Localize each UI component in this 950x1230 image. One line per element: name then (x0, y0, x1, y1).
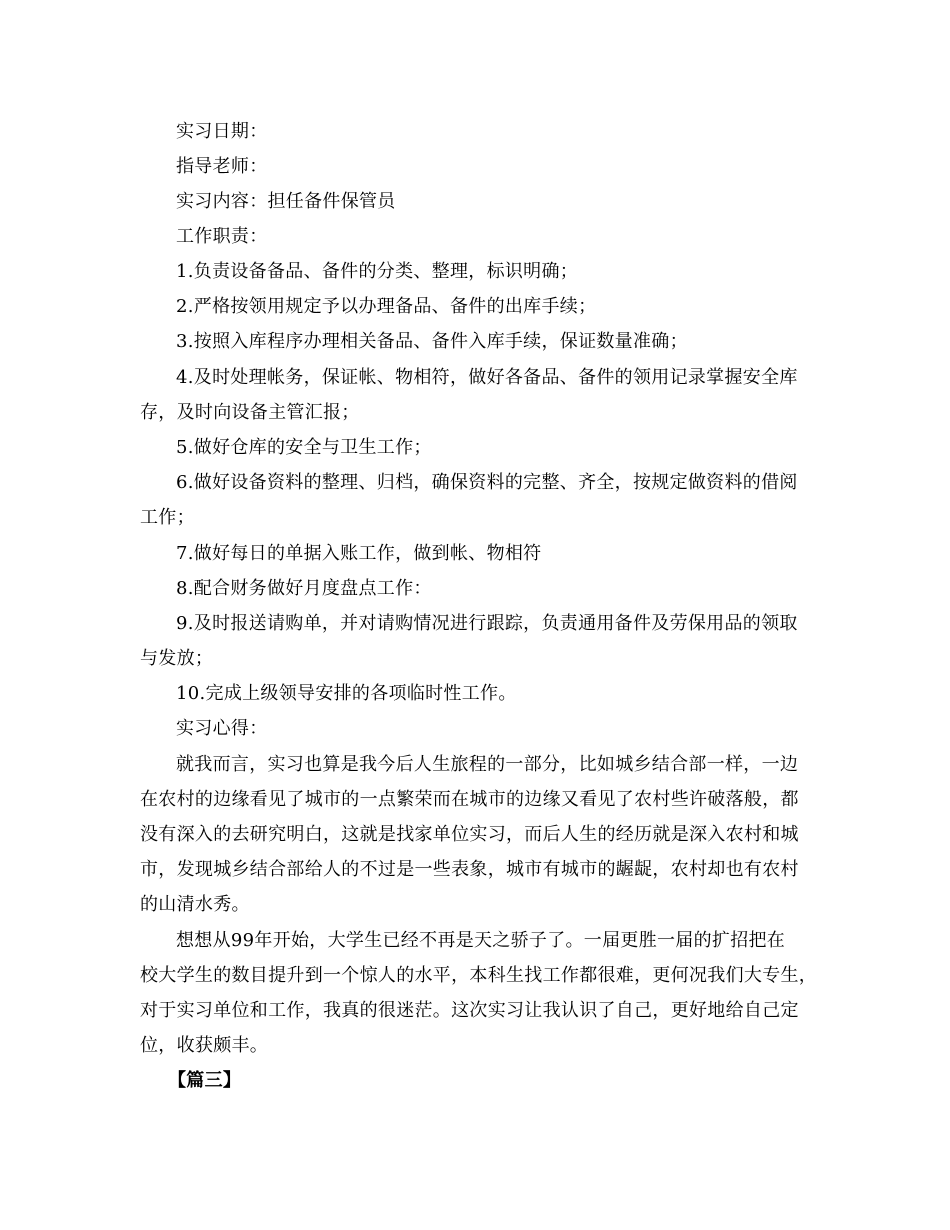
text-line-paragraph-2-cont: 位，收获颇丰。 (140, 1035, 269, 1056)
text-line-internship-content: 实习内容：担任备件保管员 (176, 191, 396, 212)
text-line-duty-1: 1.负责设备备品、备件的分类、整理，标识明确； (176, 261, 579, 282)
text-line-duty-4: 4.及时处理帐务，保证帐、物相符，做好各备品、备件的领用记录掌握安全库 (176, 367, 798, 388)
text-line-duty-5: 5.做好仓库的安全与卫生工作； (176, 437, 432, 458)
text-line-duty-2: 2.严格按领用规定予以办理备品、备件的出库手续； (176, 296, 597, 317)
text-line-duty-6-cont: 工作； (140, 507, 195, 528)
text-line-duties-heading: 工作职责： (176, 226, 268, 247)
text-line-paragraph-1-cont: 在农村的边缘看见了城市的一点繁荣而在城市的边缘又看见了农村些许破落般，都 (140, 789, 799, 810)
text-line-duty-6: 6.做好设备资料的整理、归档，确保资料的完整、齐全，按规定做资料的借阅 (176, 472, 798, 493)
text-line-internship-date: 实习日期： (176, 121, 268, 142)
text-line-duty-9-cont: 与发放； (140, 648, 214, 669)
text-line-duty-10: 10.完成上级领导安排的各项临时性工作。 (176, 683, 517, 704)
section-heading-part-three: 【篇三】 (168, 1070, 242, 1091)
text-line-duty-7: 7.做好每日的单据入账工作，做到帐、物相符 (176, 543, 542, 564)
text-line-duty-4-cont: 存，及时向设备主管汇报； (140, 402, 360, 423)
text-line-reflection-heading: 实习心得： (176, 718, 268, 739)
text-line-supervisor: 指导老师： (176, 156, 268, 177)
text-line-paragraph-2-cont: 对于实习单位和工作，我真的很迷茫。这次实习让我认识了自己，更好地给自己定 (140, 1000, 799, 1021)
text-line-paragraph-1-cont: 没有深入的去研究明白，这就是找家单位实习，而后人生的经历就是深入农村和城 (140, 824, 799, 845)
text-line-duty-9: 9.及时报送请购单，并对请购情况进行跟踪，负责通用备件及劳保用品的领取 (176, 613, 798, 634)
text-line-paragraph-1-cont: 的山清水秀。 (140, 894, 250, 915)
text-line-paragraph-1: 就我而言，实习也算是我今后人生旅程的一部分，比如城乡结合部一样，一边 (176, 754, 799, 775)
text-line-paragraph-1-cont: 市，发现城乡结合部给人的不过是一些表象，城市有城市的龌龊，农村却也有农村 (140, 859, 799, 880)
text-line-duty-8: 8.配合财务做好月度盘点工作： (176, 578, 432, 599)
text-line-paragraph-2: 想想从99年开始，大学生已经不再是天之骄子了。一届更胜一届的扩招把在 (176, 930, 786, 951)
text-line-duty-3: 3.按照入库程序办理相关备品、备件入库手续，保证数量准确； (176, 331, 688, 352)
text-line-paragraph-2-cont: 校大学生的数目提升到一个惊人的水平，本科生找工作都很难，更何况我们大专生， (140, 965, 818, 986)
